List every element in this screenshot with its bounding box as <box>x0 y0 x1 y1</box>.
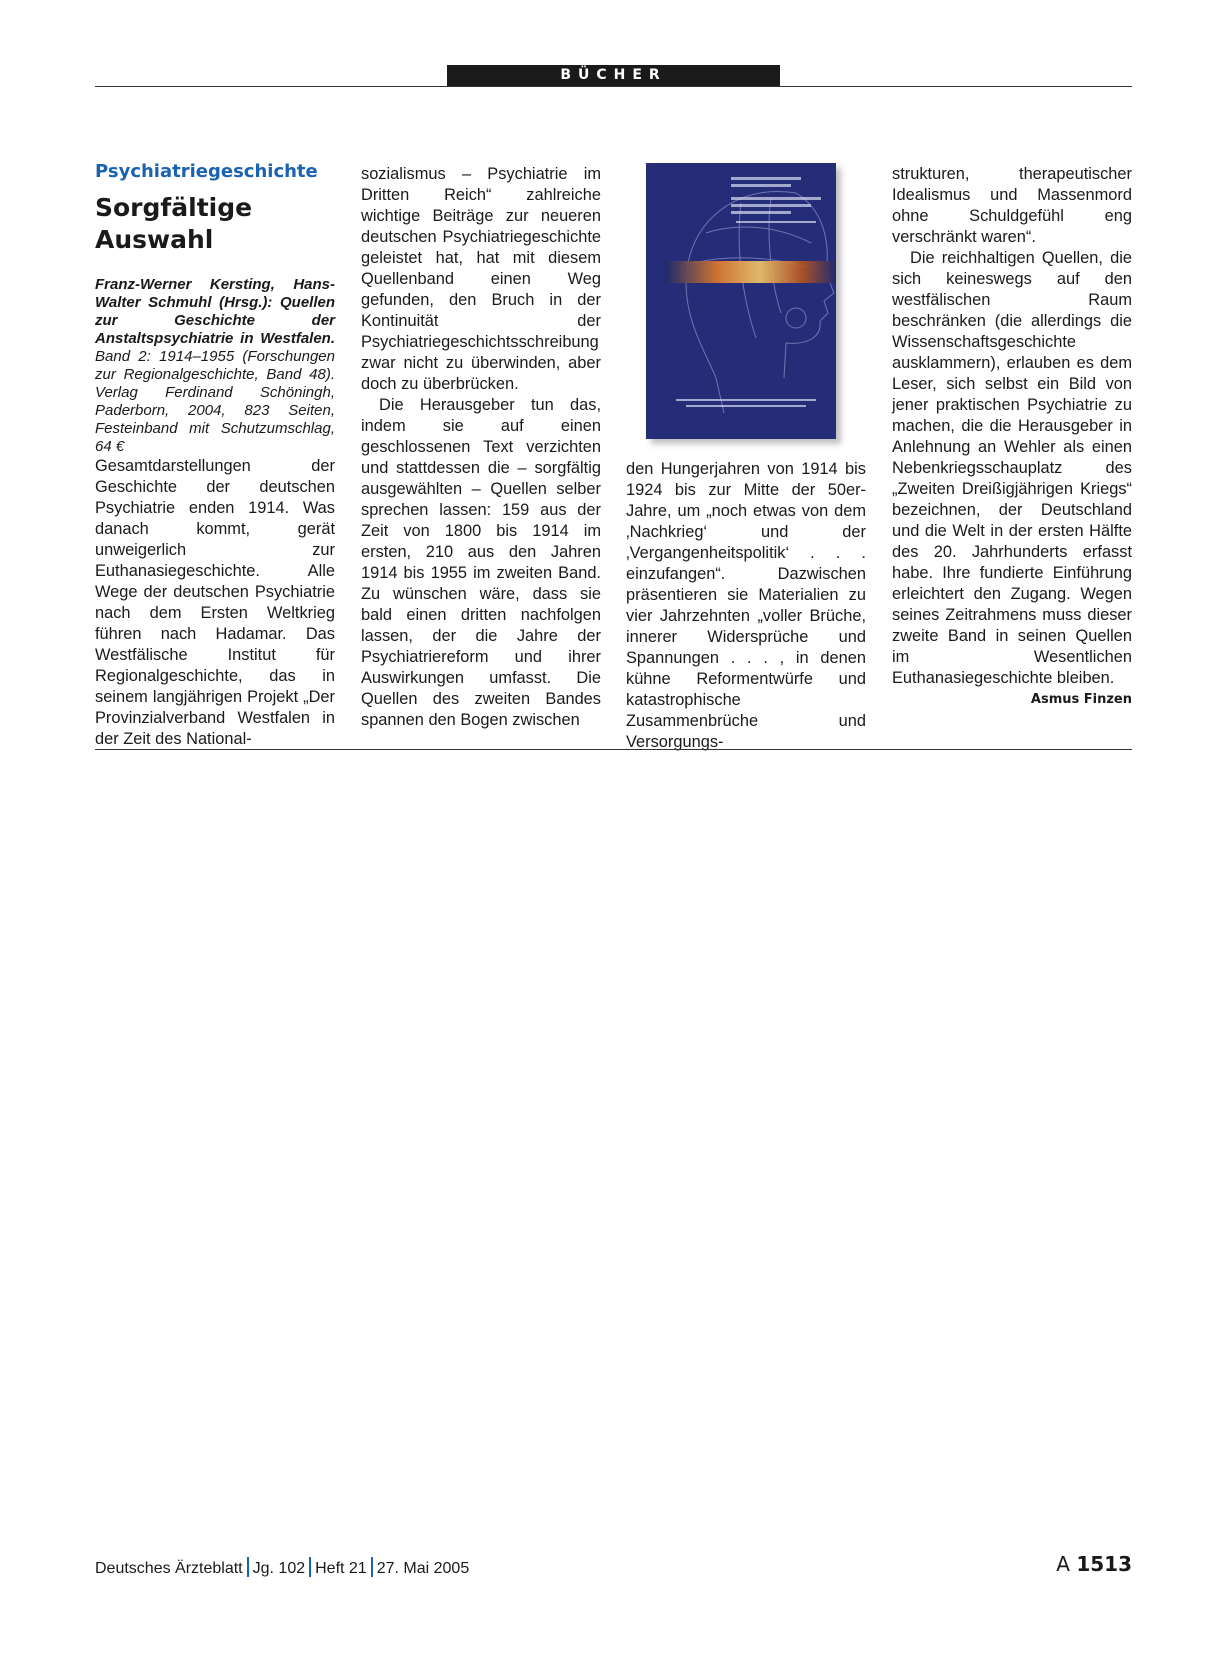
column-3 <box>626 459 866 753</box>
author-signature: Asmus Finzen <box>1030 692 1132 707</box>
footer-citation <box>95 1557 469 1578</box>
journal-volume: Jg. 102 <box>252 1560 306 1577</box>
rubric: Psychiatriegeschichte <box>95 161 318 182</box>
top-rule <box>95 86 1132 87</box>
column-2-paragraph-2: Die Herausgeber tun das, indem sie auf einen geschlossenen Text verzichten und stattdessen die – sorgfältig ausgewählten – Quellen selber sprechen lassen: 159 aus der Zeit von 1800 bis 1914 im ersten, 210 aus den Jahren 1914 bis 1955 im zweiten Band. Zu wünschen wäre, dass sie bald einen dritten nachfolgen lassen, der die Jahre der Psychiatriereform und ihrer Auswirkungen umfasst. Die Quellen des zweiten Bandes spannen den Bogen zwischen <box>361 396 601 729</box>
book-cover-image <box>646 163 836 439</box>
page-prefix: A <box>1056 1552 1070 1576</box>
journal-name: Deutsches Ärzteblatt <box>95 1560 243 1577</box>
column-2 <box>361 164 601 731</box>
column-4 <box>892 164 1132 710</box>
section-header: BÜCHER <box>447 65 780 86</box>
footer-separator <box>309 1557 311 1577</box>
headline-line-1: Sorgfältige <box>95 193 253 222</box>
column-1-text: Gesamtdarstellungen der Geschichte der deutschen Psychiatrie enden 1914. Was danach kommt, gerät unweigerlich zur Euthanasiegeschichte. Alle Wege der deutschen Psychiatrie nach dem Ersten Weltkrieg führen nach Hadamar. Das Westfälische Institut für Regionalgeschichte, das in seinem langjährigen Projekt „Der Provinzialverband Westfalen in der Zeit des National- <box>95 457 335 748</box>
bib-authors: Franz-Werner Kersting, Hans-Walter Schmuhl (Hrsg.): <box>95 276 335 311</box>
column-4-paragraph-2 <box>892 248 1132 707</box>
column-3-text: den Hungerjahren von 1914 bis 1924 bis zur Mitte der 50er-Jahre, um „noch etwas von dem ‚Nachkrieg‘ und der ‚Vergangenheitspolitik‘ . . . einzufangen“. Dazwischen präsentieren sie Materialien zu vier Jahrzehnten „voller Brüche, innerer Widersprüche und Spannungen . . . , in denen kühne Reformentwürfe und katastrophische Zusammenbrüche und Versorgungs- <box>626 460 866 751</box>
headline <box>95 192 335 256</box>
book-cover-illustration <box>646 163 836 439</box>
bibliography <box>95 276 335 456</box>
column-2-paragraph-1: sozialismus – Psychiatrie im Dritten Reich“ zahlreiche wichtige Beiträge zur neueren deutschen Psychiatriegeschichte geleistet hat, hat mit diesem Quellenband einen Weg gefunden, den Bruch in der Kontinuität der Psychiatriegeschichtsschreibung zwar nicht zu überwinden, aber doch zu überbrücken. <box>361 165 601 393</box>
journal-date: 27. Mai 2005 <box>376 1560 470 1577</box>
headline-line-2: Auswahl <box>95 225 214 254</box>
column-1 <box>95 160 335 750</box>
bottom-rule <box>95 749 1132 750</box>
journal-issue: Heft 21 <box>315 1560 367 1577</box>
page-number-value: 1513 <box>1076 1552 1132 1576</box>
page-number <box>1056 1552 1132 1576</box>
column-4-paragraph-1: strukturen, therapeutischer Idealismus und Massenmord ohne Schuldgefühl eng verschränkt waren“. <box>892 165 1132 246</box>
bib-details: Band 2: 1914–1955 (Forschungen zur Regionalgeschichte, Band 48). Verlag Ferdinand Schöningh, Paderborn, 2004, 823 Seiten, Festeinband mit Schutzumschlag, 64 € <box>95 348 335 455</box>
column-4-paragraph-2-text: Die reichhaltigen Quellen, die sich keineswegs auf den westfälischen Raum beschränken (die allerdings die Wissenschaftsgeschichte ausklammern), erlauben es dem Leser, sich selbst ein Bild von jener praktischen Psychiatrie zu machen, die die Herausgeber in Anlehnung an Wehler als einen Nebenkriegsschauplatz des „Zweiten Dreißigjährigen Kriegs“ bezeichnen, der Deutschland und die Welt in der ersten Hälfte des 20. Jahrhunderts erfasst habe. Ihre fundierte Einführung erleichtert den Zugang. Wegen seines Zeitrahmens muss dieser zweite Band in seinen Quellen im Wesentlichen Euthanasiegeschichte bleiben. <box>892 249 1132 687</box>
footer-separator <box>247 1557 249 1577</box>
footer-separator <box>371 1557 373 1577</box>
bib-title: Quellen zur Geschichte der Anstaltspsychiatrie in Westfalen. <box>95 294 335 347</box>
